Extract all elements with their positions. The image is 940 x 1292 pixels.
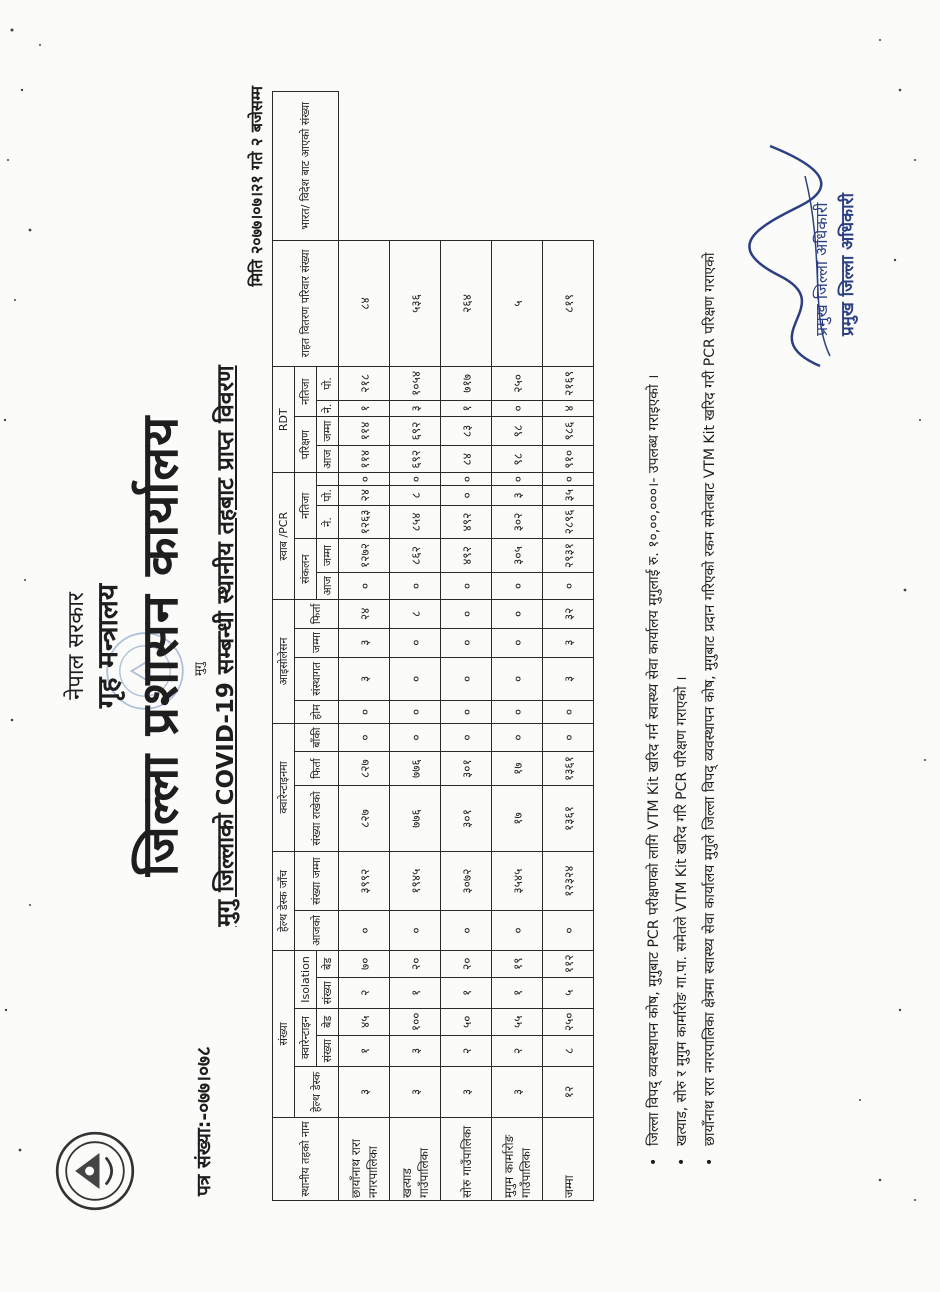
col-local-level: स्थानीय तहको नाम	[273, 1118, 339, 1201]
table-cell: ११२	[543, 950, 594, 977]
table-cell: २	[339, 977, 390, 1008]
table-cell: ४५	[339, 1009, 390, 1036]
col-collection: संकलन	[295, 539, 317, 600]
table-cell: ५	[543, 977, 594, 1008]
table-cell: ०	[390, 473, 441, 486]
table-cell: ५३६	[390, 240, 441, 366]
note-text: खत्याड, सोरु र मुगुम कार्मारोङ गा.पा. समेतले VTM Kit खरिद गरि PCR परिक्षण गराएको ।	[674, 676, 690, 1146]
reference-number: पत्र संख्या:-०७७।०७८	[193, 1046, 215, 1196]
table-cell: ०	[543, 701, 594, 724]
table-cell: २०	[390, 950, 441, 977]
covid-data-table	[272, 91, 594, 1201]
table-cell: ३	[339, 628, 390, 657]
table-cell: ३	[492, 485, 543, 505]
table-cell: ३	[339, 657, 390, 701]
bullet-icon: •	[674, 1157, 690, 1166]
table-cell: १	[492, 977, 543, 1008]
col-home: होम	[295, 701, 339, 724]
col-hd-today: आजको	[295, 910, 339, 950]
table-cell: ३	[543, 657, 594, 701]
table-cell: २४	[339, 485, 390, 505]
table-cell: ८१९	[543, 240, 594, 366]
table-cell: १	[339, 1035, 390, 1066]
table-cell: ८२७	[339, 752, 390, 786]
table-cell: ०	[492, 473, 543, 486]
table-cell: १२३२४	[543, 852, 594, 911]
table-cell: १९४५	[390, 852, 441, 911]
table-cell: २	[492, 1035, 543, 1066]
note-item	[640, 96, 668, 1166]
table-cell: ८४	[339, 240, 390, 366]
note-text: जिल्ला विपद् व्यवस्थापन कोष, मुगुबाट PCR परीक्षणको लागि VTM Kit खरिद गर्न स्वास्थ्य सेवा कार्यालय मुगुलाई रु. १०,००,०००।- उपलब्ध गराइएको ।	[646, 374, 662, 1146]
table-cell: ०	[441, 910, 492, 950]
location-small: मुगु	[192, 662, 206, 676]
table-cell: ३०७२	[441, 852, 492, 911]
note-item	[696, 96, 724, 1166]
table-cell: ०	[441, 701, 492, 724]
col-rdt: RDT	[273, 367, 295, 473]
table-cell: ८४	[441, 446, 492, 473]
table-cell: ०	[543, 723, 594, 751]
table-cell: ०	[543, 473, 594, 486]
table-cell: १७	[492, 752, 543, 786]
table-cell: ०	[390, 628, 441, 657]
table-cell: १	[339, 400, 390, 416]
table-cell: ०	[339, 910, 390, 950]
local-level-name: खत्याड गाउँपालिका	[390, 1118, 441, 1201]
col-in-quarantine: क्वारेन्टाइनमा	[273, 723, 295, 851]
table-cell: २	[441, 1035, 492, 1066]
table-cell: १३६१	[543, 752, 594, 786]
table-cell: ०	[492, 910, 543, 950]
table-cell: २५०	[492, 367, 543, 401]
table-cell: ०	[441, 628, 492, 657]
table-cell: २५०	[543, 1009, 594, 1036]
table-cell: २४	[339, 600, 390, 629]
table-cell: ६९२	[390, 417, 441, 446]
table-cell: १०५४	[390, 367, 441, 401]
col-relief: राहत वितरण परिवार संख्या	[273, 240, 339, 366]
document-date: मिति २०७७।०७।२१ गते २ बजेसम्म	[247, 86, 266, 287]
table-cell: १	[441, 400, 492, 416]
col-pcr-total: जम्मा	[317, 539, 339, 573]
table-cell: ०	[492, 723, 543, 751]
table-row	[441, 92, 492, 1201]
col-isolation2: आइसोलेसन	[273, 600, 295, 724]
table-cell: २९३१	[543, 539, 594, 573]
table-cell: २०	[441, 950, 492, 977]
table-cell: ९१०	[543, 446, 594, 473]
table-cell: ३	[441, 1067, 492, 1118]
table-cell: ०	[492, 600, 543, 629]
table-cell: २८९६	[543, 505, 594, 539]
table-cell: ०	[390, 701, 441, 724]
signature-title-2: प्रमुख जिल्ला अधिकारी	[838, 193, 858, 336]
bullet-icon: •	[646, 1157, 662, 1166]
table-cell: १३६१	[543, 785, 594, 851]
table-cell: ६९२	[390, 446, 441, 473]
col-remaining: बाँकी	[295, 723, 339, 751]
table-cell: १२	[543, 1067, 594, 1118]
table-cell: ०	[441, 485, 492, 505]
table-cell: ५	[492, 240, 543, 366]
col-health-desk: हेल्थ डेस्क	[295, 1067, 339, 1118]
col-rdt-test: परिक्षण	[295, 417, 317, 473]
table-cell: ४९२	[441, 539, 492, 573]
table-cell: ०	[339, 723, 390, 751]
table-cell: ८५४	[390, 505, 441, 539]
table-cell: ३०१	[441, 752, 492, 786]
col-quarantine: क्वारेन्टाइन	[295, 1009, 317, 1067]
table-cell: ७७६	[390, 785, 441, 851]
table-cell: २१६९	[543, 367, 594, 401]
table-cell: ८	[390, 485, 441, 505]
document-title: मुगु जिल्लाको COVID-19 सम्बन्धी स्थानीय तहबाट प्राप्त विवरण	[213, 365, 239, 927]
local-level-name: सोरु गाउँपालिका	[441, 1118, 492, 1201]
table-cell: ८	[390, 600, 441, 629]
table-cell: ४९२	[441, 505, 492, 539]
table-body	[339, 92, 594, 1201]
table-cell: ०	[492, 657, 543, 701]
col-pcr: स्वाब /PCR	[273, 473, 295, 600]
table-cell: ८२७	[339, 785, 390, 851]
table-cell: ११४	[339, 446, 390, 473]
table-cell: ०	[390, 910, 441, 950]
table-cell: ७७६	[390, 752, 441, 786]
table-cell: १	[441, 977, 492, 1008]
table-cell: ३	[390, 1067, 441, 1118]
table-cell: ०	[390, 723, 441, 751]
col-health-desk-check: हेल्थ डेस्क जाँच	[273, 852, 295, 951]
table-cell: १९	[492, 950, 543, 977]
table-cell: ३	[390, 400, 441, 416]
col-from-abroad: भारत/ विदेश बाट आएको संख्या	[273, 92, 339, 241]
table-cell: ५५	[492, 1009, 543, 1036]
table-row	[339, 92, 390, 1201]
notes-list	[640, 96, 724, 1166]
table-cell: ०	[441, 473, 492, 486]
office-name: जिल्ला प्रशासन कार्यालय	[131, 415, 189, 877]
table-cell: ०	[441, 723, 492, 751]
table-cell: ०	[339, 473, 390, 486]
col-isolation: Isolation	[295, 950, 317, 1008]
table-cell: ०	[492, 701, 543, 724]
col-i-count: संख्या	[317, 977, 339, 1008]
table-cell: ०	[339, 572, 390, 599]
table-cell: ४	[543, 400, 594, 416]
col-returned: फिर्ता	[295, 752, 339, 786]
col-count: संख्या	[273, 950, 295, 1117]
col-q-bed: बेड	[317, 1009, 339, 1036]
table-row	[543, 92, 594, 1201]
table-cell: ०	[492, 628, 543, 657]
table-cell: ८३	[441, 417, 492, 446]
table-cell: ०	[339, 701, 390, 724]
col-q-count: संख्या	[317, 1035, 339, 1066]
table-cell: ०	[390, 657, 441, 701]
table-cell: १२७२	[339, 539, 390, 573]
table-cell: ३	[390, 1035, 441, 1066]
table-cell: ११४	[339, 417, 390, 446]
table-cell: ३	[543, 628, 594, 657]
table-cell: ८६२	[390, 539, 441, 573]
col-institutional: संस्थागत	[295, 657, 339, 701]
col-rdt-today: आज	[317, 446, 339, 473]
table-cell: ०	[543, 910, 594, 950]
col-rdt-total: जम्मा	[317, 417, 339, 446]
table-cell: ९८६	[543, 417, 594, 446]
signature-title-1: प्रमुख जिल्ला अधिकारी	[812, 202, 831, 336]
table-cell: ९८	[492, 417, 543, 446]
table-cell: १७	[492, 785, 543, 851]
table-cell: ३२	[543, 600, 594, 629]
local-level-name: जम्मा	[543, 1118, 594, 1201]
table-cell: ८	[543, 1035, 594, 1066]
table-cell: ३९९२	[339, 852, 390, 911]
col-i-bed: बेड	[317, 950, 339, 977]
table-cell: १२६३	[339, 505, 390, 539]
table-cell: २१८	[339, 367, 390, 401]
col-pcr-pad	[317, 473, 339, 486]
table-cell: ९८	[492, 446, 543, 473]
col-pcr-today: आज	[317, 572, 339, 599]
table-cell: ०	[441, 657, 492, 701]
table-cell: ७०	[339, 950, 390, 977]
table-cell: ३	[492, 1067, 543, 1118]
table-cell: ७१७	[441, 367, 492, 401]
table-cell: १	[390, 977, 441, 1008]
table-cell: ३५	[543, 485, 594, 505]
table-cell: ३०२	[492, 505, 543, 539]
bullet-icon: •	[702, 1157, 718, 1166]
table-cell: ०	[492, 400, 543, 416]
local-level-name: मुगुम कार्मारोङ गाउँपालिका	[492, 1118, 543, 1201]
rotated-document	[40, 56, 900, 1236]
table-cell: ०	[390, 572, 441, 599]
table-cell: २६४	[441, 240, 492, 366]
col-result: नतिजा	[295, 473, 317, 539]
col-iso-returned: फिर्ता	[295, 600, 339, 629]
note-item	[668, 96, 696, 1166]
col-rdt-neg: ने.	[317, 400, 339, 416]
table-cell: ३०५	[492, 539, 543, 573]
col-pcr-pos: पो.	[317, 485, 339, 505]
col-rdt-result: नतिजा	[295, 367, 317, 417]
table-row	[492, 92, 543, 1201]
table-cell: ३५४५	[492, 852, 543, 911]
table-cell: ०	[441, 572, 492, 599]
ministry-name: गृह मन्त्रालय	[91, 583, 124, 709]
table-cell: ३०१	[441, 785, 492, 851]
col-pcr-neg: ने.	[317, 505, 339, 539]
local-level-name: छायाँनाथ रारा नगरपालिका	[339, 1118, 390, 1201]
table-row	[390, 92, 441, 1201]
col-iso-total: जम्मा	[295, 628, 339, 657]
col-hd-total: संख्या जम्मा	[295, 852, 339, 911]
government-name: नेपाल सरकार	[64, 592, 89, 700]
table-cell: १००	[390, 1009, 441, 1036]
col-kept: संख्या राखेको	[295, 785, 339, 851]
col-rdt-pos: पो.	[317, 367, 339, 401]
table-cell: ५०	[441, 1009, 492, 1036]
table-cell: ३	[339, 1067, 390, 1118]
table-cell: ०	[543, 572, 594, 599]
table-cell: ०	[441, 600, 492, 629]
table-cell: ०	[492, 572, 543, 599]
note-text: छायाँनाथ रारा नगरपालिका क्षेत्रमा स्वास्थ्य सेवा कार्यालय मुगुले जिल्ला विपद् व्यवस्थापन कोष, मुगुबाट प्रदान गरिएको रकम समेतबाट VTM Kit खरिद गरी PCR परिक्षण गराएको	[702, 252, 718, 1146]
